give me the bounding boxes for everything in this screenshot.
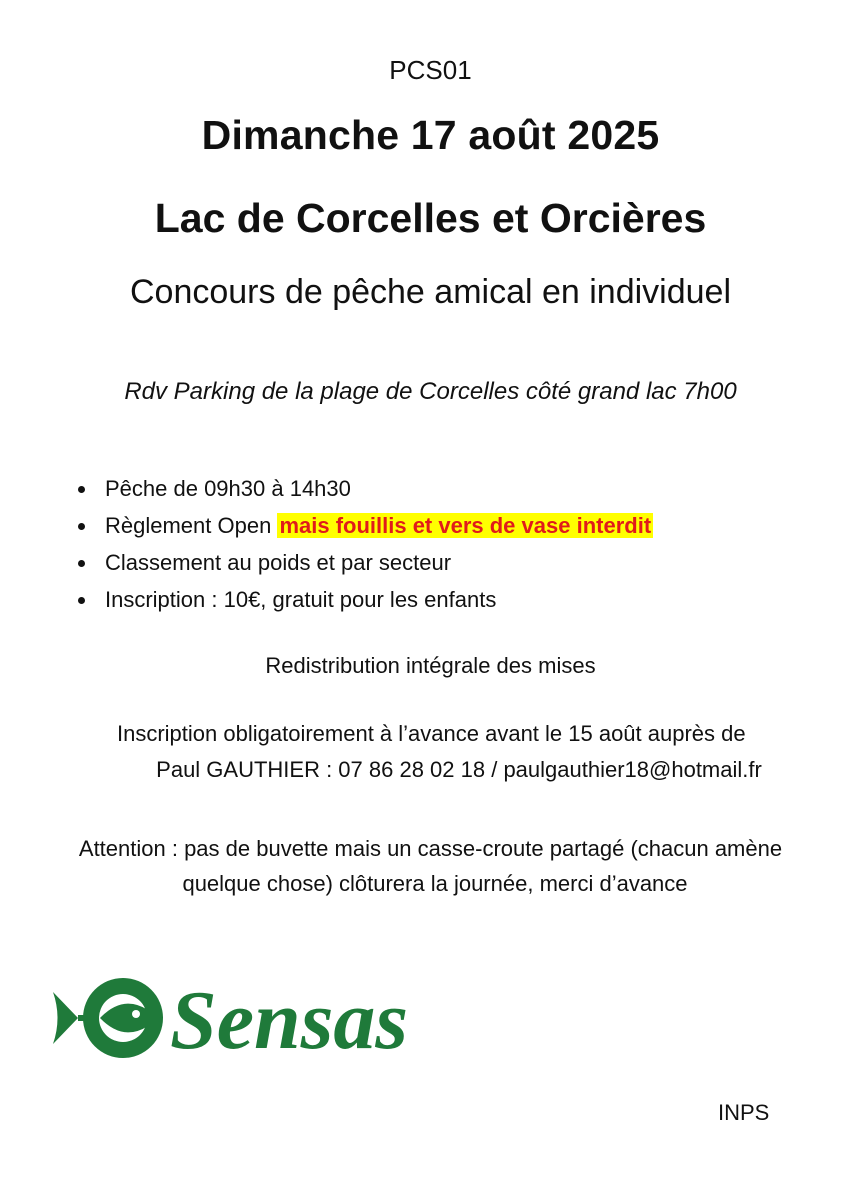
list-item-text: Pêche de 09h30 à 14h30	[105, 476, 351, 501]
registration-line-2: Paul GAUTHIER : 07 86 28 02 18 / paulgauthier18@hotmail.fr	[156, 757, 762, 782]
attention-line-1: Attention : pas de buvette mais un casse-croute partagé (chacun amène	[78, 836, 783, 861]
bullet-icon	[78, 560, 85, 567]
redistribution-note: Redistribution intégrale des mises	[265, 653, 596, 678]
attention-line-2: quelque chose) clôturera la journée, merci d’avance	[182, 871, 688, 896]
list-item	[78, 585, 653, 622]
list-item-text: Inscription : 10€, gratuit pour les enfants	[105, 587, 497, 612]
list-item	[78, 548, 653, 585]
bullet-icon	[78, 486, 85, 493]
list-item	[78, 511, 653, 548]
list-item-text: Classement au poids et par secteur	[105, 550, 452, 575]
svg-text:Sensas: Sensas	[170, 974, 408, 1067]
meeting-point: Rdv Parking de la plage de Corcelles côté grand lac 7h00	[124, 378, 737, 405]
rules-list	[78, 474, 653, 622]
fish-logo-icon	[48, 950, 408, 1080]
sensas-logo	[48, 950, 408, 1080]
event-date: Dimanche 17 août 2025	[201, 112, 660, 158]
list-item	[78, 474, 653, 511]
event-place: Lac de Corcelles et Orcières	[154, 195, 707, 241]
list-item-text: Règlement Open	[105, 513, 278, 538]
registration-line-1: Inscription obligatoirement à l’avance avant le 15 août auprès de	[117, 721, 746, 746]
highlighted-warning: mais fouillis et vers de vase interdit	[279, 513, 652, 538]
event-subtitle: Concours de pêche amical en individuel	[129, 273, 732, 311]
flyer-code: PCS01	[389, 55, 472, 85]
footer-code: INPS	[718, 1100, 770, 1125]
bullet-icon	[78, 597, 85, 604]
bullet-icon	[78, 523, 85, 530]
